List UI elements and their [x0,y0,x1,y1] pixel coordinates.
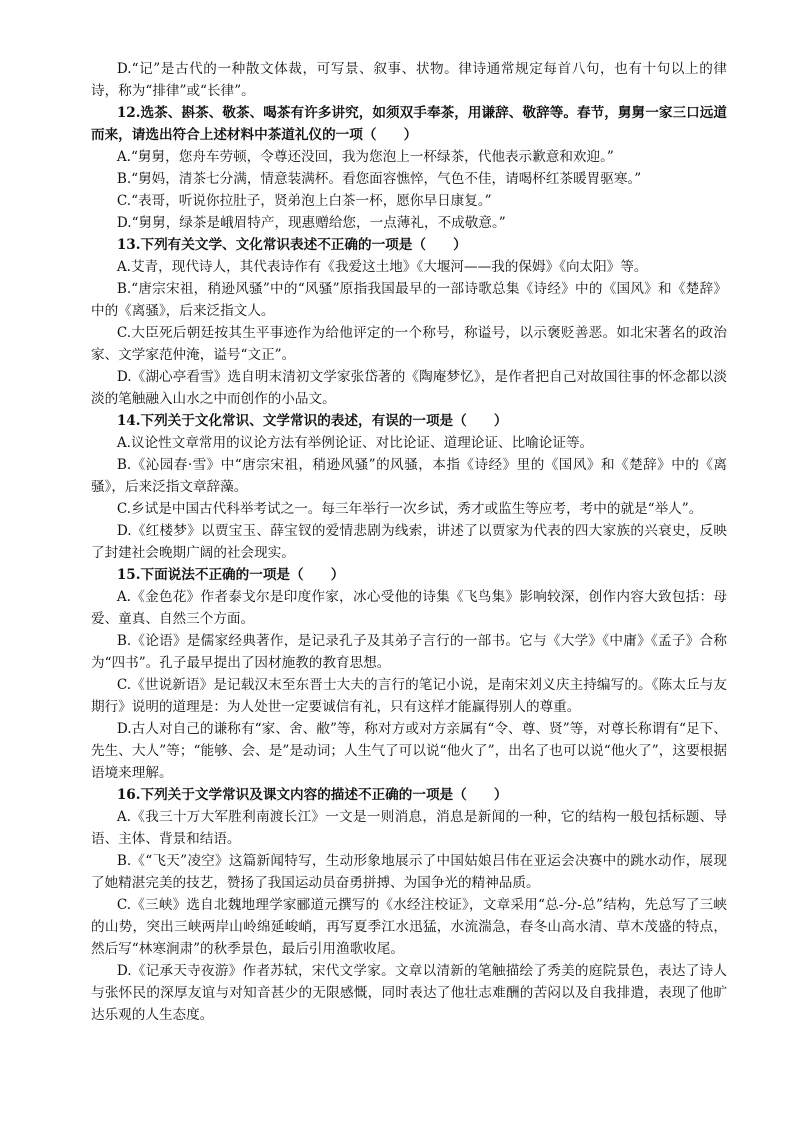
q14-option-a: A.议论性文章常用的议论方法有举例论证、对比论证、道理论证、比喻论证等。 [116,435,594,451]
q15-option-c: C.《世说新语》是记载汉末至东晋士大夫的言行的笔记小说，是南宋刘义庆主持编写的。《陈太丘与友期行》说明的道理是：为人处世一定要诚信有礼，只有这样才能赢得别人的尊重。 [91,677,727,715]
q12-option-a: A.“舅舅，您舟车劳顿，令尊还没回，我为您泡上一杯绿茶，代他表示歉意和欢迎。” [116,149,614,165]
q16-option-d: D.《记承天寺夜游》作者苏轼，宋代文学家。文章以清新的笔触描绘了秀美的庭院景色，表达了诗人与张怀民的深厚友谊与对知音甚少的无限感慨，同时表达了他壮志难酬的苦闷以及自我排遣，表现了他旷达乐观的人生态度。 [91,963,727,1023]
q15-option-b: B.《论语》是儒家经典著作，是记录孔子及其弟子言行的一部书。它与《大学》《中庸》《孟子》合称为“四书”。孔子最早提出了因材施教的教育思想。 [91,633,727,671]
q15-option-a: A.《金色花》作者泰戈尔是印度作家，冰心受他的诗集《飞鸟集》影响较深，创作内容大致包括：母爱、童真、自然三个方面。 [91,589,727,627]
question-15: 15.下面说法不正确的一项是（ ） [116,567,345,583]
q13-option-d: D.《湖心亭看雪》选自明末清初文学家张岱著的《陶庵梦忆》，是作者把自己对故国往事的怀念都以淡淡的笔触融入山水之中而创作的小品文。 [91,369,727,407]
q14-option-b: B.《沁园春·雪》中“唐宗宋祖，稍逊风骚”的风骚，本指《诗经》里的《国风》和《楚辞》中的《离骚》，后来泛指文章辞藻。 [91,457,727,495]
q12-option-b: B.“舅妈，清茶七分满，情意装满杯。看您面容憔悴，气色不佳，请喝杯红茶暖胃驱寒。” [116,171,642,187]
question-14: 14.下列关于文化常识、文学常识的表述，有误的一项是（ ） [116,413,508,429]
document-page [91,58,727,1026]
q14-option-c: C.乡试是中国古代科举考试之一。每三年举行一次乡试，秀才或监生等应考，考中的就是“举人”。 [116,501,703,517]
q13-option-a: A.艾青，现代诗人，其代表诗作有《我爱这土地》《大堰河——我的保姆》《向太阳》等。 [116,259,648,275]
q13-option-c: C.大臣死后朝廷按其生平事迹作为给他评定的一个称号，称谥号，以示褒贬善恶。如北宋著名的政治家、文学家范仲淹，谥号“文正”。 [91,325,727,363]
q12-option-c: C.“表哥，听说你拉肚子，贤弟泡上白茶一杯，愿你早日康复。” [116,193,492,209]
q12-option-d: D.“舅舅，绿茶是峨眉特产，现惠赠给您，一点薄礼，不成敬意。” [116,215,506,231]
q11-option-d: D.“记”是古代的一种散文体裁，可写景、叙事、状物。律诗通常规定每首八句，也有十句以上的律诗，称为“排律”或“长律”。 [91,61,727,99]
q16-option-b: B.《“飞天”凌空》这篇新闻特写，生动形象地展示了中国姑娘吕伟在亚运会决赛中的跳水动作，展现了她精湛完美的技艺，赞扬了我国运动员奋勇拼搏、为国争光的精神品质。 [91,853,727,891]
q16-option-c: C.《三峡》选自北魏地理学家郦道元撰写的《水经注校证》，文章采用“总-分-总”结构，先总写了三峡的山势，突出三峡两岸山岭绵延峻峭，再写夏季江水迅猛，水流湍急，春冬山高水清、草木茂盛的特点，然后写“林寒涧肃”的秋季景色，最后引用渔歌收尾。 [91,897,727,957]
q13-option-b: B.“唐宗宋祖，稍逊风骚”中的“风骚”原指我国最早的一部诗歌总集《诗经》中的《国风》和《楚辞》中的《离骚》，后来泛指文人。 [91,281,727,319]
question-16: 16.下列关于文学常识及课文内容的描述不正确的一项是（ ） [116,787,508,803]
q16-option-a: A.《我三十万大军胜利南渡长江》一文是一则消息，消息是新闻的一种，它的结构一般包括标题、导语、主体、背景和结语。 [91,809,727,847]
q14-option-d: D.《红楼梦》以贾宝玉、薛宝钗的爱情悲剧为线索，讲述了以贾家为代表的四大家族的兴衰史，反映了封建社会晚期广阔的社会现实。 [91,523,727,561]
question-13: 13.下列有关文学、文化常识表述不正确的一项是（ ） [116,237,467,253]
question-12: 12.选茶、斟茶、敬茶、喝茶有许多讲究，如须双手奉茶，用谦辞、敬辞等。春节，舅舅一家三口远道而来，请选出符合上述材料中茶道礼仪的一项（ ） [91,105,727,143]
q15-option-d: D.古人对自己的谦称有“家、舍、敝”等，称对方或对方亲属有“令、尊、贤”等，对尊长称谓有“足下、先生、大人”等；“能够、会、是”是动词；人生气了可以说“他火了”，出名了也可以说“他火了”，这要根据语境来理解。 [91,721,727,781]
